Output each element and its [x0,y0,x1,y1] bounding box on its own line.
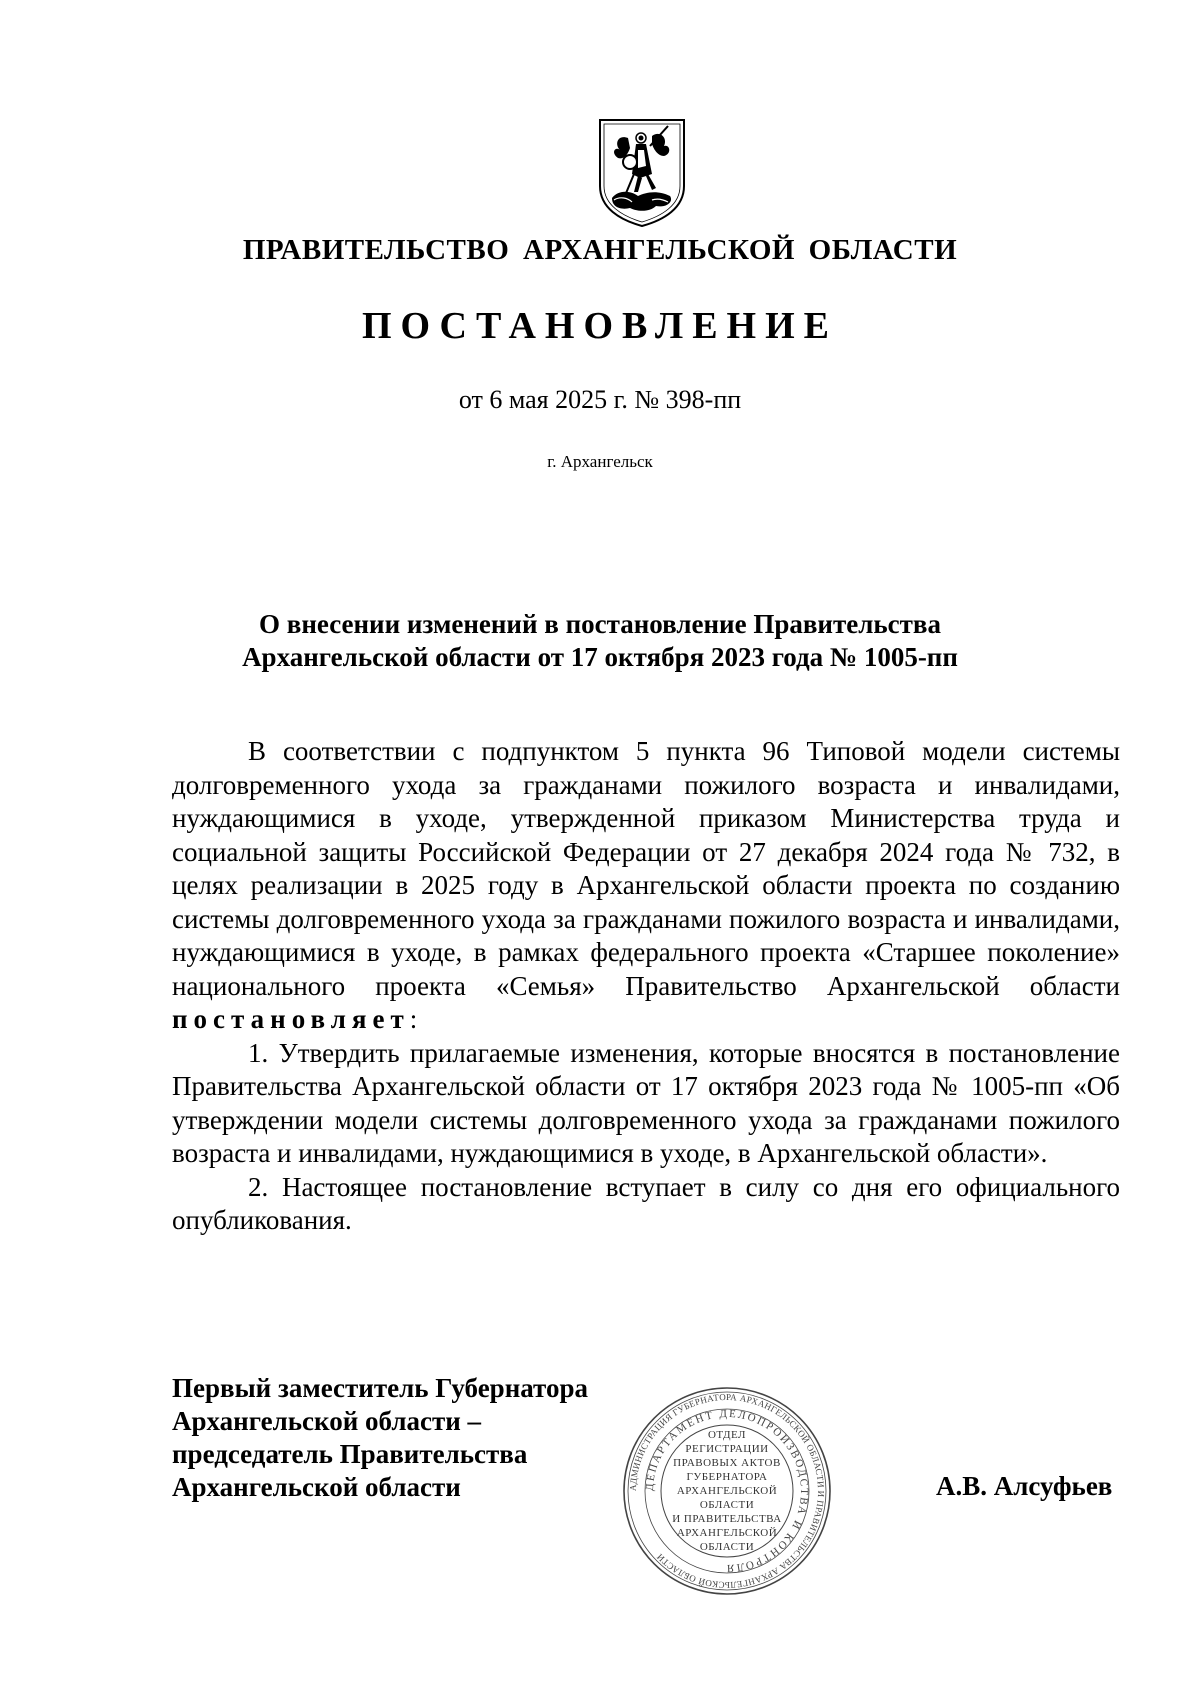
organization-name: ПРАВИТЕЛЬСТВО АРХАНГЕЛЬСКОЙ ОБЛАСТИ [242,234,958,266]
item-2-paragraph: 2. Настоящее постановление вступает в силу со дня его официального опубликования. [172,1171,1120,1235]
date-and-number: от 6 мая 2025 г. № 398-пп [458,385,742,414]
coat-of-arms-emblem [594,116,690,228]
item-1-paragraph: 1. Утвердить прилагаемые изменения, которые вносятся в постановление Правительства Архангельской области от 17 октября 2023 года № 1005-пп «Об утверждении модели системы долговременного ухода за гражданами пожилого возраста и инвалидами, нуждающимися в уходе, в Архангельской области». [172,1037,1120,1168]
official-stamp [622,1386,832,1596]
stamp-line: ОТДЕЛ [707,1429,746,1441]
stamp-line: ГУБЕРНАТОРА [686,1471,768,1483]
preamble-text: В соответствии с подпунктом 5 пункта 96 Типовой модели системы долговременного ухода за гражданами пожилого возраста и инвалидами, нуждающимися в уходе, утвержденной приказом Министерства труда и социальной защиты Российской Федерации от 27 декабря 2024 года № 732, в целях реализации в 2025 году в Архангельской области проекта по созданию системы долговременного ухода за гражданами пожилого возраста и инвалидами, нуждающимися в уходе, в рамках федерального проекта «Старшее поколение» национального проекта «Семья» Правительство Архангельской области [172,736,1120,1001]
stamp-line: И ПРАВИТЕЛЬСТВА [672,1513,782,1525]
signer-name: А.В. Алсуфьев [936,1471,1113,1501]
title-line-1: О внесении изменений в постановление Правительства [259,609,941,639]
stamp-center-text [622,1428,832,1554]
title-line-2: Архангельской области от 17 октября 2023 года № 1005-пп [242,642,958,672]
stamp-line: АРХАНГЕЛЬСКОЙ [676,1485,778,1497]
document-title [0,608,1200,674]
signatory-position [172,1372,588,1504]
position-line-2: Архангельской области – [172,1406,482,1436]
document-body [172,735,1120,1238]
city: г. Архангельск [547,452,653,471]
position-line-3: председатель Правительства [172,1439,528,1469]
stamp-line: ПРАВОВЫХ АКТОВ [673,1457,781,1469]
stamp-line: ОБЛАСТИ [699,1541,755,1553]
stamp-ring-text: ДЕПАРТАМЕНТ ДЕЛОПРОИЗВОДСТВА И КОНТРОЛЯ [643,1407,811,1575]
stamp-line: ОБЛАСТИ [699,1499,755,1511]
stamp-outer-text: АДМИНИСТРАЦИЯ ГУБЕРНАТОРА АРХАНГЕЛЬСКОЙ ОБЛАСТИ И ПРАВИТЕЛЬСТВА АРХАНГЕЛЬСКОЙ ОБЛАСТИ [627,1391,827,1591]
preamble-paragraph [172,735,1120,1037]
position-line-4: Архангельской области [172,1472,461,1502]
decree-suffix: : [409,1004,418,1034]
document-type: ПОСТАНОВЛЕНИЕ [361,305,839,347]
stamp-line: АРХАНГЕЛЬСКОЙ [676,1527,778,1539]
position-line-1: Первый заместитель Губернатора [172,1373,588,1403]
stamp-line: РЕГИСТРАЦИИ [685,1443,769,1455]
decree-word: постановляет [172,1004,410,1034]
